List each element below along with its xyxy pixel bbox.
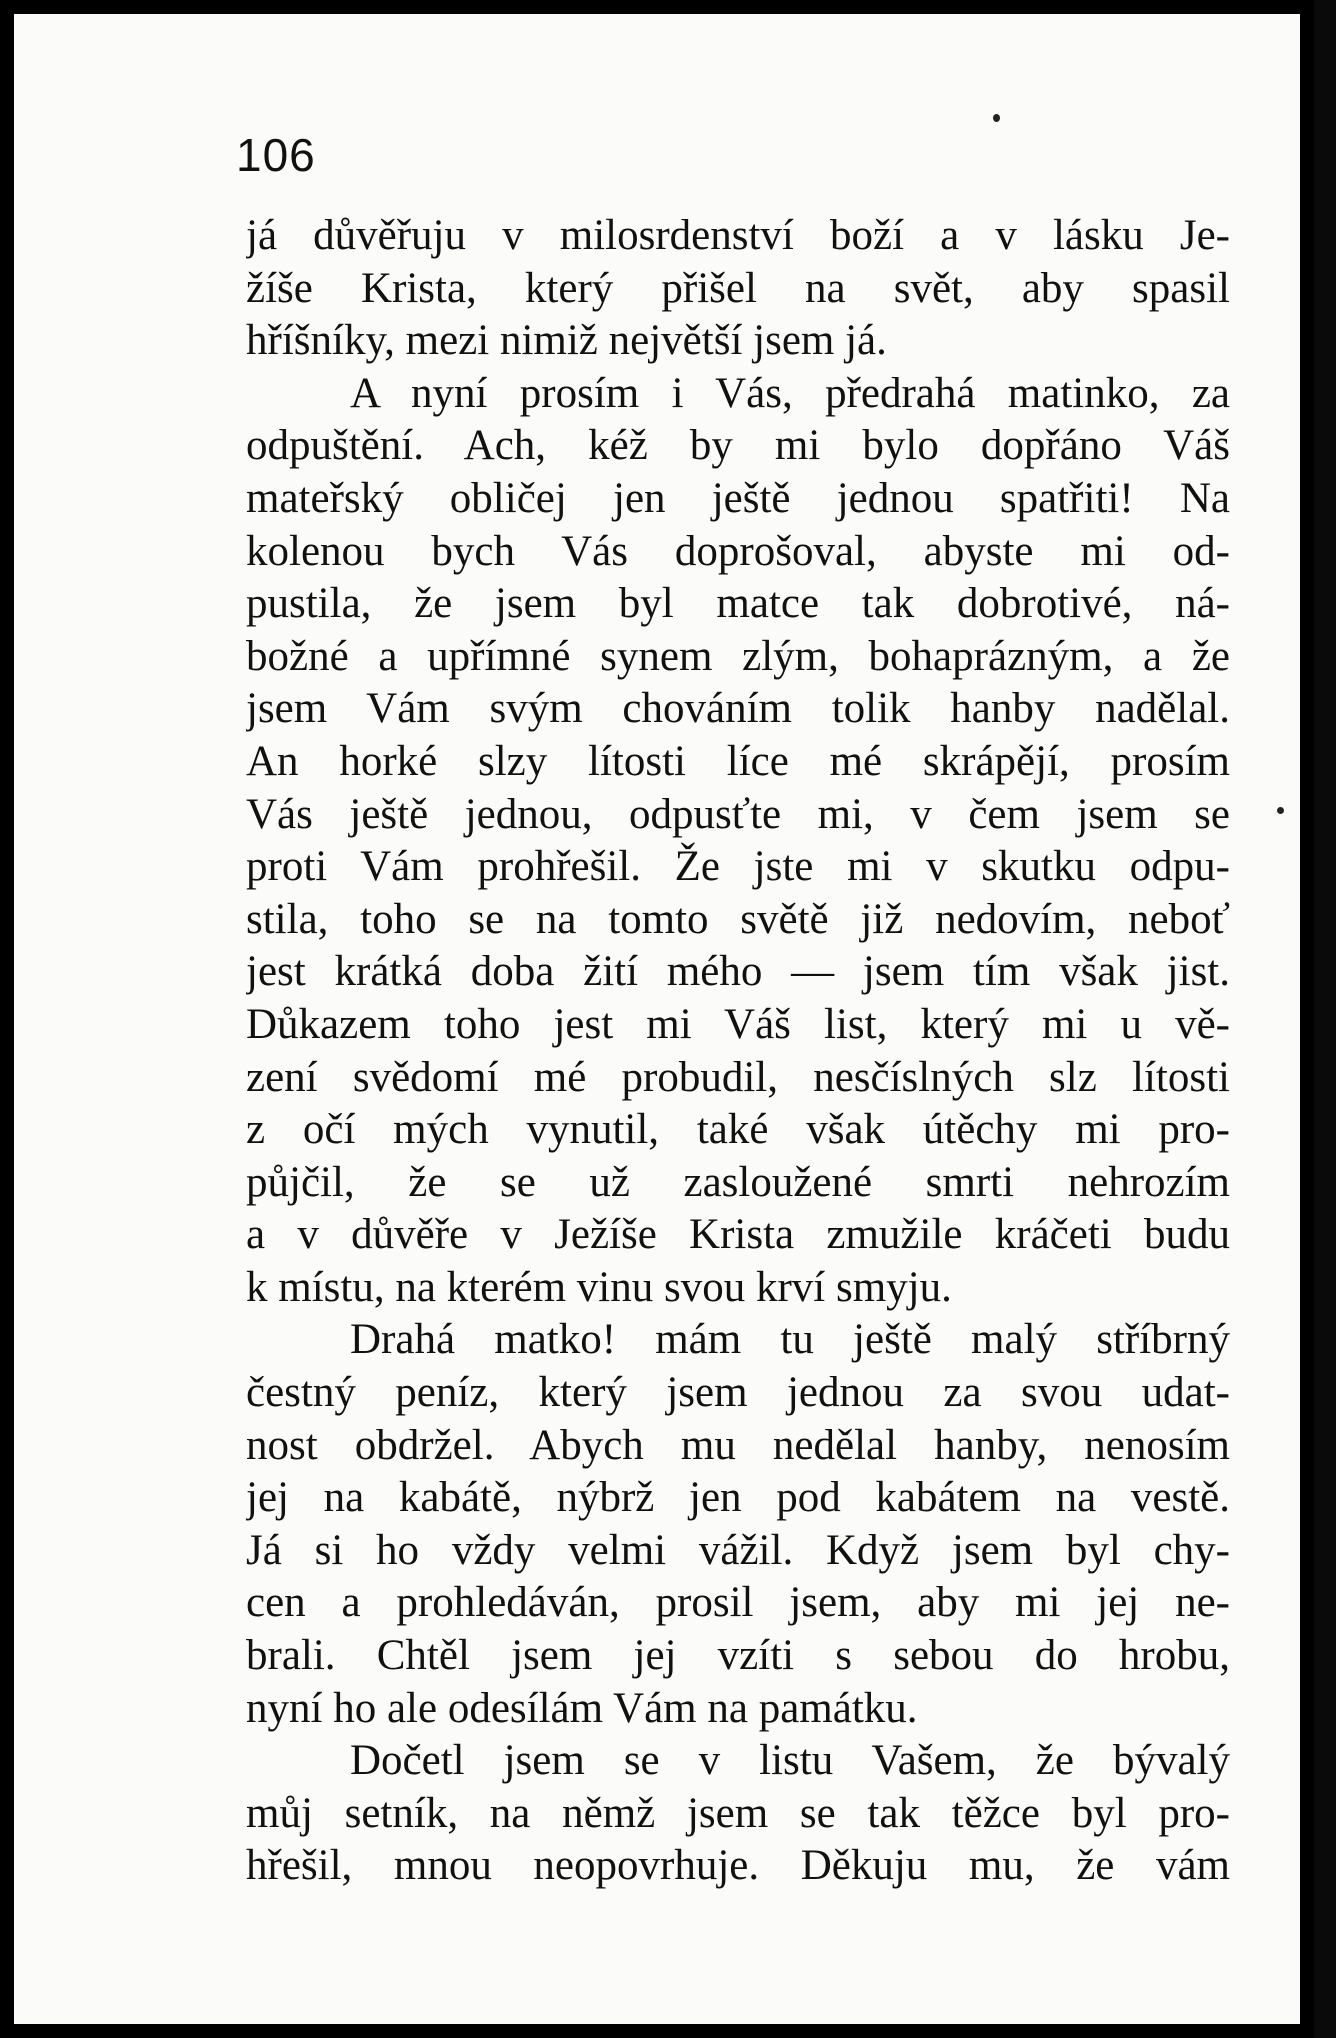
text-line: Vás ještě jednou, odpusťte mi, v čem jsem se <box>246 790 1230 838</box>
book-page <box>14 14 1300 2024</box>
text-line: z očí mých vynutil, také však útěchy mi pro- <box>246 1106 1230 1154</box>
text-line: čestný peníz, který jsem jednou za svou udat- <box>246 1369 1230 1417</box>
text-line: Já si ho vždy velmi vážil. Když jsem byl chy- <box>246 1526 1230 1574</box>
text-line: cen a prohledáván, prosil jsem, aby mi jej ne- <box>246 1579 1230 1627</box>
text-line: proti Vám prohřešil. Že jste mi v skutku odpu- <box>246 843 1230 891</box>
text-line: a v důvěře v Ježíše Krista zmužile kráčeti budu <box>246 1211 1230 1259</box>
scan-edge <box>1314 0 1336 2038</box>
text-line: já důvěřuju v milosrdenství boží a v lásku Je- <box>246 212 1230 259</box>
text-line: A nyní prosím i Vás, předrahá matinko, za <box>350 369 1230 417</box>
text-line: zení svědomí mé probudil, nesčíslných slz lítosti <box>246 1053 1230 1101</box>
text-line: stila, toho se na tomto světě již nedovím, neboť <box>246 895 1230 943</box>
text-line: jej na kabátě, nýbrž jen pod kabátem na vestě. <box>246 1474 1230 1522</box>
text-line: hříšníky, mezi nimiž největší jsem já. <box>246 317 887 365</box>
text-line: můj setník, na němž jsem se tak těžce byl pro- <box>246 1789 1230 1837</box>
text-line: k místu, na kterém vinu svou krví smyju. <box>246 1263 952 1311</box>
page-number: 106 <box>236 129 316 181</box>
text-line: žíše Krista, který přišel na svět, aby spasil <box>246 264 1230 312</box>
text-line: kolenou bych Vás doprošoval, abyste mi od- <box>246 527 1230 575</box>
text-line: jsem Vám svým chováním tolik hanby nadělal. <box>246 685 1230 733</box>
text-line: božné a upřímné synem zlým, bohaprázným, a že <box>246 632 1230 680</box>
print-speck <box>993 114 1000 122</box>
text-line: půjčil, že se už zasloužené smrti nehrozím <box>246 1158 1230 1206</box>
print-speck <box>1277 807 1284 814</box>
text-line: hřešil, mnou neopovrhuje. Děkuju mu, že vám <box>246 1842 1230 1890</box>
text-line: nost obdržel. Abych mu nedělal hanby, nenosím <box>246 1421 1230 1469</box>
text-line: jest krátká doba žití mého — jsem tím však jist. <box>246 948 1230 996</box>
text-line: pustila, že jsem byl matce tak dobrotivé, ná- <box>246 580 1230 628</box>
text-line: odpuštění. Ach, kéž by mi bylo dopřáno Váš <box>246 422 1230 470</box>
text-line: Dočetl jsem se v listu Vašem, že bývalý <box>350 1737 1230 1785</box>
text-line: mateřský obličej jen ještě jednou spatřiti! Na <box>246 474 1230 522</box>
text-line: brali. Chtěl jsem jej vzíti s sebou do hrobu, <box>246 1632 1230 1680</box>
text-line: Drahá matko! mám tu ještě malý stříbrný <box>350 1316 1230 1364</box>
text-line: Důkazem toho jest mi Váš list, který mi u vě- <box>246 1000 1230 1048</box>
text-line: An horké slzy lítosti líce mé skrápějí, prosím <box>246 737 1230 785</box>
text-line: nyní ho ale odesílám Vám na památku. <box>246 1684 918 1732</box>
body-text <box>246 210 1230 1893</box>
